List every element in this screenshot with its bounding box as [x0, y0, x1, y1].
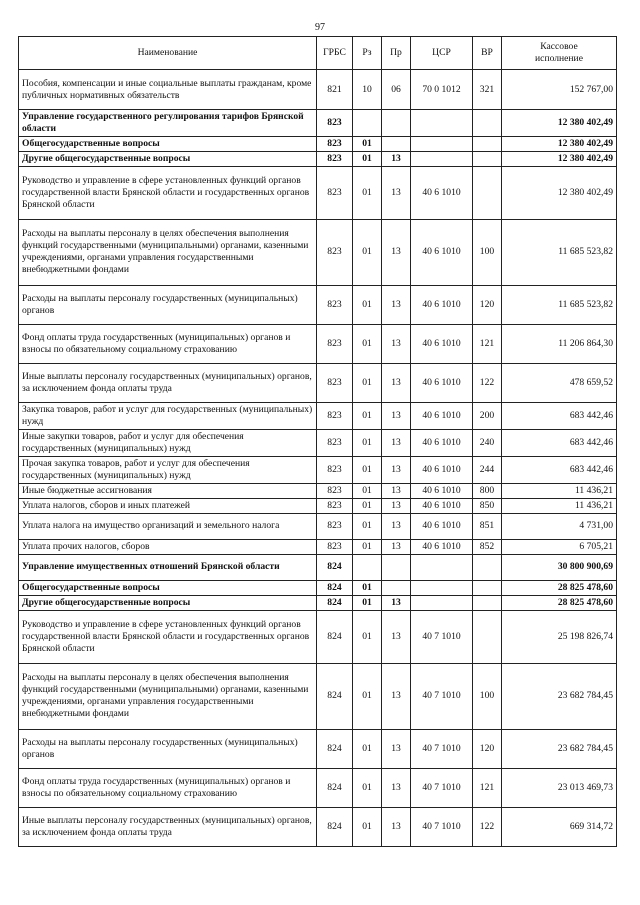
- cell-name: Иные закупки товаров, работ и услуг для обеспечения государственных (муниципальных) нужд: [19, 429, 317, 456]
- table-row: [19, 363, 617, 402]
- cell-grbs: 823: [317, 429, 353, 456]
- cell-pr: 13: [382, 807, 411, 846]
- cell-grbs: 824: [317, 663, 353, 729]
- cell-name: Другие общегосударственные вопросы: [19, 151, 317, 166]
- cell-csr: 40 6 1010: [411, 285, 473, 324]
- cell-csr: [411, 554, 473, 580]
- cell-rz: 01: [353, 285, 382, 324]
- cell-amount: 683 442,46: [502, 429, 617, 456]
- cell-pr: 13: [382, 285, 411, 324]
- cell-name: Уплата налога на имущество организаций и земельного налога: [19, 513, 317, 539]
- table-row: [19, 483, 617, 498]
- cell-csr: 40 6 1010: [411, 539, 473, 554]
- cell-name: Фонд оплаты труда государственных (муниципальных) органов и взносы по обязательному социальному страхованию: [19, 324, 317, 363]
- cell-name: Расходы на выплаты персоналу государственных (муниципальных) органов: [19, 729, 317, 768]
- cell-grbs: 824: [317, 595, 353, 610]
- cell-rz: 01: [353, 136, 382, 151]
- cell-rz: 01: [353, 610, 382, 663]
- cell-vr: [473, 110, 502, 137]
- cell-vr: [473, 136, 502, 151]
- table-row: [19, 610, 617, 663]
- cell-vr: 121: [473, 768, 502, 807]
- table-row: [19, 136, 617, 151]
- cell-amount: 12 380 402,49: [502, 166, 617, 219]
- header-pr: Пр: [382, 37, 411, 70]
- cell-vr: 122: [473, 807, 502, 846]
- cell-rz: 01: [353, 402, 382, 429]
- cell-pr: 13: [382, 151, 411, 166]
- cell-csr: 40 6 1010: [411, 483, 473, 498]
- cell-rz: 10: [353, 70, 382, 110]
- table-row: [19, 807, 617, 846]
- cell-vr: 851: [473, 513, 502, 539]
- table-row: [19, 580, 617, 595]
- cell-name: Закупка товаров, работ и услуг для государственных (муниципальных) нужд: [19, 402, 317, 429]
- cell-amount: 683 442,46: [502, 456, 617, 483]
- table-row: [19, 70, 617, 110]
- cell-grbs: 821: [317, 70, 353, 110]
- table-row: [19, 324, 617, 363]
- cell-vr: [473, 166, 502, 219]
- cell-pr: 13: [382, 402, 411, 429]
- cell-grbs: 824: [317, 729, 353, 768]
- cell-amount: 11 206 864,30: [502, 324, 617, 363]
- cell-pr: 13: [382, 539, 411, 554]
- cell-vr: 800: [473, 483, 502, 498]
- cell-pr: 13: [382, 610, 411, 663]
- budget-execution-table: [18, 36, 617, 847]
- cell-name: Иные бюджетные ассигнования: [19, 483, 317, 498]
- cell-pr: 13: [382, 729, 411, 768]
- cell-grbs: 823: [317, 110, 353, 137]
- table-row: [19, 456, 617, 483]
- cell-name: Общегосударственные вопросы: [19, 580, 317, 595]
- table-row: [19, 539, 617, 554]
- cell-rz: 01: [353, 483, 382, 498]
- cell-name: Руководство и управление в сфере установленных функций органов государственной власти Брянской области и государственных органов Брянской области: [19, 610, 317, 663]
- cell-grbs: 824: [317, 554, 353, 580]
- cell-csr: 40 6 1010: [411, 166, 473, 219]
- cell-csr: [411, 580, 473, 595]
- cell-vr: 321: [473, 70, 502, 110]
- cell-amount: 669 314,72: [502, 807, 617, 846]
- cell-csr: 40 6 1010: [411, 219, 473, 285]
- cell-vr: 100: [473, 663, 502, 729]
- cell-pr: 13: [382, 429, 411, 456]
- cell-csr: [411, 110, 473, 137]
- cell-rz: 01: [353, 166, 382, 219]
- cell-vr: [473, 151, 502, 166]
- cell-amount: 152 767,00: [502, 70, 617, 110]
- cell-amount: 11 685 523,82: [502, 219, 617, 285]
- cell-rz: 01: [353, 324, 382, 363]
- cell-amount: 12 380 402,49: [502, 151, 617, 166]
- cell-rz: 01: [353, 663, 382, 729]
- cell-pr: 06: [382, 70, 411, 110]
- cell-amount: 6 705,21: [502, 539, 617, 554]
- cell-rz: 01: [353, 456, 382, 483]
- cell-name: Прочая закупка товаров, работ и услуг для обеспечения государственных (муниципальных) нужд: [19, 456, 317, 483]
- cell-rz: 01: [353, 429, 382, 456]
- cell-pr: 13: [382, 498, 411, 513]
- cell-amount: 25 198 826,74: [502, 610, 617, 663]
- cell-vr: 240: [473, 429, 502, 456]
- cell-rz: 01: [353, 151, 382, 166]
- page-number: 97: [315, 22, 325, 33]
- cell-amount: 30 800 900,69: [502, 554, 617, 580]
- header-cash-execution: [502, 37, 617, 70]
- cell-name: Другие общегосударственные вопросы: [19, 595, 317, 610]
- cell-csr: 40 7 1010: [411, 610, 473, 663]
- cell-grbs: 823: [317, 166, 353, 219]
- cell-name: Уплата прочих налогов, сборов: [19, 539, 317, 554]
- cell-pr: [382, 580, 411, 595]
- cell-pr: 13: [382, 363, 411, 402]
- cell-rz: 01: [353, 513, 382, 539]
- cell-csr: 40 6 1010: [411, 498, 473, 513]
- table-row: [19, 285, 617, 324]
- cell-rz: 01: [353, 595, 382, 610]
- cell-name: Фонд оплаты труда государственных (муниципальных) органов и взносы по обязательному социальному страхованию: [19, 768, 317, 807]
- header-grbs: ГРБС: [317, 37, 353, 70]
- table-row: [19, 729, 617, 768]
- cell-name: Управление имущественных отношений Брянской области: [19, 554, 317, 580]
- cell-vr: 120: [473, 729, 502, 768]
- cell-name: Уплата налогов, сборов и иных платежей: [19, 498, 317, 513]
- cell-grbs: 823: [317, 402, 353, 429]
- cell-csr: 40 7 1010: [411, 768, 473, 807]
- cell-csr: 40 6 1010: [411, 513, 473, 539]
- cell-amount: 4 731,00: [502, 513, 617, 539]
- cell-rz: 01: [353, 729, 382, 768]
- table-row: [19, 110, 617, 137]
- cell-name: Пособия, компенсации и иные социальные выплаты гражданам, кроме публичных нормативных обязательств: [19, 70, 317, 110]
- cell-csr: 70 0 1012: [411, 70, 473, 110]
- cell-amount: 11 436,21: [502, 483, 617, 498]
- table-row: [19, 166, 617, 219]
- cell-amount: 23 013 469,73: [502, 768, 617, 807]
- header-vr: ВР: [473, 37, 502, 70]
- cell-pr: 13: [382, 663, 411, 729]
- cell-name: Руководство и управление в сфере установленных функций органов государственной власти Брянской области и государственных органов Брянской области: [19, 166, 317, 219]
- table-row: [19, 595, 617, 610]
- cell-pr: 13: [382, 513, 411, 539]
- cell-grbs: 823: [317, 539, 353, 554]
- cell-rz: 01: [353, 539, 382, 554]
- cell-name: Расходы на выплаты персоналу в целях обеспечения выполнения функций государственными (муниципальными) органами, казенными учреждениями, органами управления государственными внебюджетными фондами: [19, 663, 317, 729]
- cell-pr: 13: [382, 483, 411, 498]
- cell-vr: 121: [473, 324, 502, 363]
- cell-name: Иные выплаты персоналу государственных (муниципальных) органов, за исключением фонда оплаты труда: [19, 363, 317, 402]
- cell-vr: 852: [473, 539, 502, 554]
- cell-name: Расходы на выплаты персоналу в целях обеспечения выполнения функций государственными (муниципальными) органами, казенными учреждениями, органами управления государственными внебюджетными фондами: [19, 219, 317, 285]
- cell-name: Общегосударственные вопросы: [19, 136, 317, 151]
- cell-csr: 40 6 1010: [411, 429, 473, 456]
- cell-grbs: 824: [317, 610, 353, 663]
- cell-amount: 683 442,46: [502, 402, 617, 429]
- cell-pr: 13: [382, 166, 411, 219]
- cell-vr: 120: [473, 285, 502, 324]
- cell-csr: [411, 136, 473, 151]
- cell-pr: 13: [382, 219, 411, 285]
- cell-grbs: 823: [317, 285, 353, 324]
- cell-name: Расходы на выплаты персоналу государственных (муниципальных) органов: [19, 285, 317, 324]
- header-rz: Рз: [353, 37, 382, 70]
- cell-csr: 40 6 1010: [411, 363, 473, 402]
- table-row: [19, 663, 617, 729]
- cell-pr: 13: [382, 456, 411, 483]
- cell-grbs: 823: [317, 483, 353, 498]
- cell-pr: [382, 136, 411, 151]
- table-row: [19, 219, 617, 285]
- cell-csr: 40 7 1010: [411, 729, 473, 768]
- cell-grbs: 824: [317, 807, 353, 846]
- table-row: [19, 554, 617, 580]
- cell-name: Иные выплаты персоналу государственных (муниципальных) органов, за исключением фонда оплаты труда: [19, 807, 317, 846]
- cell-grbs: 823: [317, 136, 353, 151]
- cell-amount: 11 436,21: [502, 498, 617, 513]
- cell-rz: 01: [353, 498, 382, 513]
- cell-csr: 40 6 1010: [411, 456, 473, 483]
- cell-vr: [473, 610, 502, 663]
- cell-csr: 40 6 1010: [411, 402, 473, 429]
- cell-rz: 01: [353, 580, 382, 595]
- table-row: [19, 513, 617, 539]
- cell-grbs: 824: [317, 580, 353, 595]
- cell-amount: 23 682 784,45: [502, 663, 617, 729]
- cell-vr: [473, 580, 502, 595]
- cell-rz: 01: [353, 768, 382, 807]
- cell-vr: 850: [473, 498, 502, 513]
- header-name: Наименование: [19, 37, 317, 70]
- cell-pr: [382, 554, 411, 580]
- table-row: [19, 429, 617, 456]
- cell-vr: 200: [473, 402, 502, 429]
- cell-grbs: 823: [317, 219, 353, 285]
- cell-csr: [411, 151, 473, 166]
- cell-rz: 01: [353, 807, 382, 846]
- cell-vr: [473, 595, 502, 610]
- cell-amount: 23 682 784,45: [502, 729, 617, 768]
- table-header-row: [19, 37, 617, 70]
- cell-csr: 40 7 1010: [411, 663, 473, 729]
- table-row: [19, 768, 617, 807]
- cell-vr: 100: [473, 219, 502, 285]
- cell-pr: [382, 110, 411, 137]
- cell-csr: 40 7 1010: [411, 807, 473, 846]
- header-exec-line1: Кассовое: [540, 41, 578, 53]
- cell-csr: [411, 595, 473, 610]
- cell-grbs: 824: [317, 768, 353, 807]
- cell-grbs: 823: [317, 456, 353, 483]
- cell-amount: 478 659,52: [502, 363, 617, 402]
- cell-grbs: 823: [317, 363, 353, 402]
- cell-pr: 13: [382, 595, 411, 610]
- cell-amount: 11 685 523,82: [502, 285, 617, 324]
- cell-vr: [473, 554, 502, 580]
- cell-amount: 28 825 478,60: [502, 580, 617, 595]
- header-exec-line2: исполнение: [535, 53, 583, 64]
- cell-grbs: 823: [317, 324, 353, 363]
- cell-vr: 244: [473, 456, 502, 483]
- table-row: [19, 151, 617, 166]
- cell-amount: 12 380 402,49: [502, 136, 617, 151]
- cell-pr: 13: [382, 324, 411, 363]
- table-row: [19, 498, 617, 513]
- cell-grbs: 823: [317, 151, 353, 166]
- table-row: [19, 402, 617, 429]
- cell-csr: 40 6 1010: [411, 324, 473, 363]
- cell-rz: 01: [353, 219, 382, 285]
- cell-amount: 12 380 402,49: [502, 110, 617, 137]
- cell-rz: [353, 110, 382, 137]
- header-csr: ЦСР: [411, 37, 473, 70]
- cell-vr: 122: [473, 363, 502, 402]
- cell-rz: [353, 554, 382, 580]
- cell-grbs: 823: [317, 513, 353, 539]
- cell-amount: 28 825 478,60: [502, 595, 617, 610]
- cell-rz: 01: [353, 363, 382, 402]
- cell-name: Управление государственного регулирования тарифов Брянской области: [19, 110, 317, 137]
- cell-pr: 13: [382, 768, 411, 807]
- cell-grbs: 823: [317, 498, 353, 513]
